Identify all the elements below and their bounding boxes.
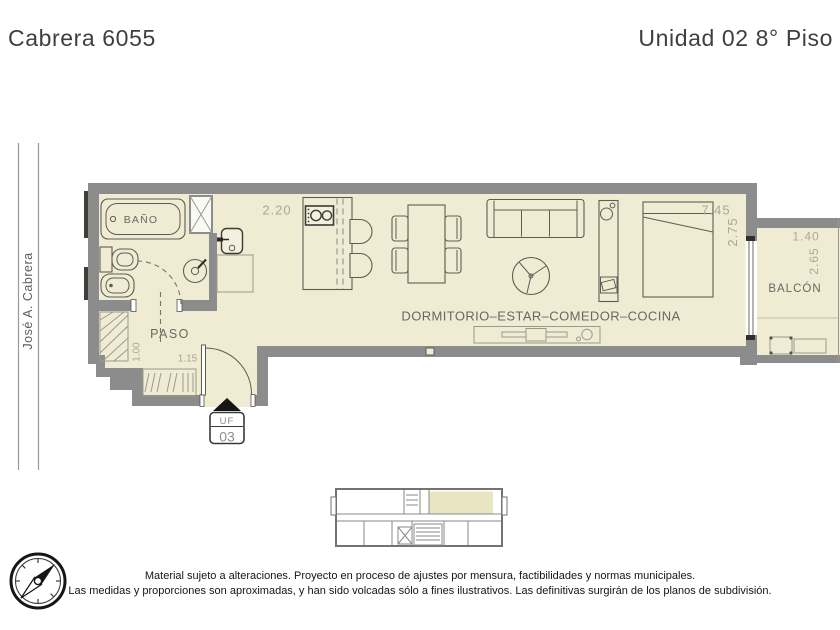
vent-shaft	[190, 196, 212, 233]
street	[19, 143, 39, 470]
unit-title: Unidad 02 8° Piso	[638, 25, 833, 51]
dim-main-depth: 2.75	[725, 217, 740, 247]
room-label-paso: PASO	[150, 327, 190, 341]
washing-machine	[184, 260, 207, 283]
dim-kitchen-width: 2.20	[262, 202, 292, 218]
street-name: José A. Cabrera	[21, 252, 35, 350]
bath-wall-left	[99, 300, 136, 311]
facade-window	[84, 191, 88, 238]
tv-console	[474, 327, 600, 344]
bidet	[101, 274, 134, 297]
kitchen-island	[303, 198, 352, 290]
unit-marker-number: 03	[219, 428, 235, 445]
balcony-wall-top	[757, 218, 840, 228]
disclaimer-line-2: Las medidas y proporciones son aproximadas, y han sido volcadas sólo a fines ilustrativos. Las definitivas surgirán de los planos de subdivisión.	[68, 585, 772, 597]
dining-chair	[392, 216, 408, 241]
key-plan-unit-highlight	[429, 492, 493, 514]
sofa	[487, 200, 584, 238]
balcony-door	[746, 236, 758, 340]
wall-corner	[740, 357, 757, 365]
door-leaf	[202, 345, 206, 395]
balcony-wall-bottom	[757, 355, 840, 363]
toilet	[100, 247, 138, 272]
dining-table	[408, 205, 445, 283]
dim-balcony-depth: 2.65	[807, 247, 821, 275]
cooktop	[306, 206, 334, 225]
room-label-balcon: BALCÓN	[768, 283, 822, 295]
bar-stool	[350, 220, 372, 244]
unit-marker-label: UF	[219, 416, 235, 427]
dim-entry-width: 1.15	[177, 353, 198, 365]
door-jamb	[131, 300, 136, 312]
disclaimer-line-1: Material sujeto a alteraciones. Proyecto en proceso de ajustes por mensura, factibilidades y normas municipales.	[144, 570, 696, 582]
door-jamb	[251, 395, 255, 407]
dining-chair	[445, 248, 461, 273]
coffee-table	[513, 258, 550, 295]
dining-chair	[445, 216, 461, 241]
kitchen-back-wall	[209, 233, 217, 303]
dim-main-length: 7.45	[701, 202, 731, 218]
dim-balcony-width: 1.40	[792, 229, 820, 244]
facade-window	[84, 267, 88, 300]
door-jamb	[200, 395, 204, 407]
project-title: Cabrera 6055	[8, 25, 156, 51]
key-plan	[331, 489, 507, 546]
room-label-bano: BAÑO	[123, 214, 159, 226]
wall-notch	[426, 348, 434, 355]
room-label-main: DORMITORIO–ESTAR–COMEDOR–COCINA	[401, 308, 681, 324]
bar-stool	[350, 254, 372, 278]
shelf-divider	[599, 201, 618, 302]
bath-wall-right	[179, 300, 217, 311]
dining-chair	[392, 248, 408, 273]
balcony-bench	[794, 339, 826, 353]
dim-paso-width: 1.00	[131, 342, 143, 362]
kitchen-counter	[217, 255, 253, 292]
